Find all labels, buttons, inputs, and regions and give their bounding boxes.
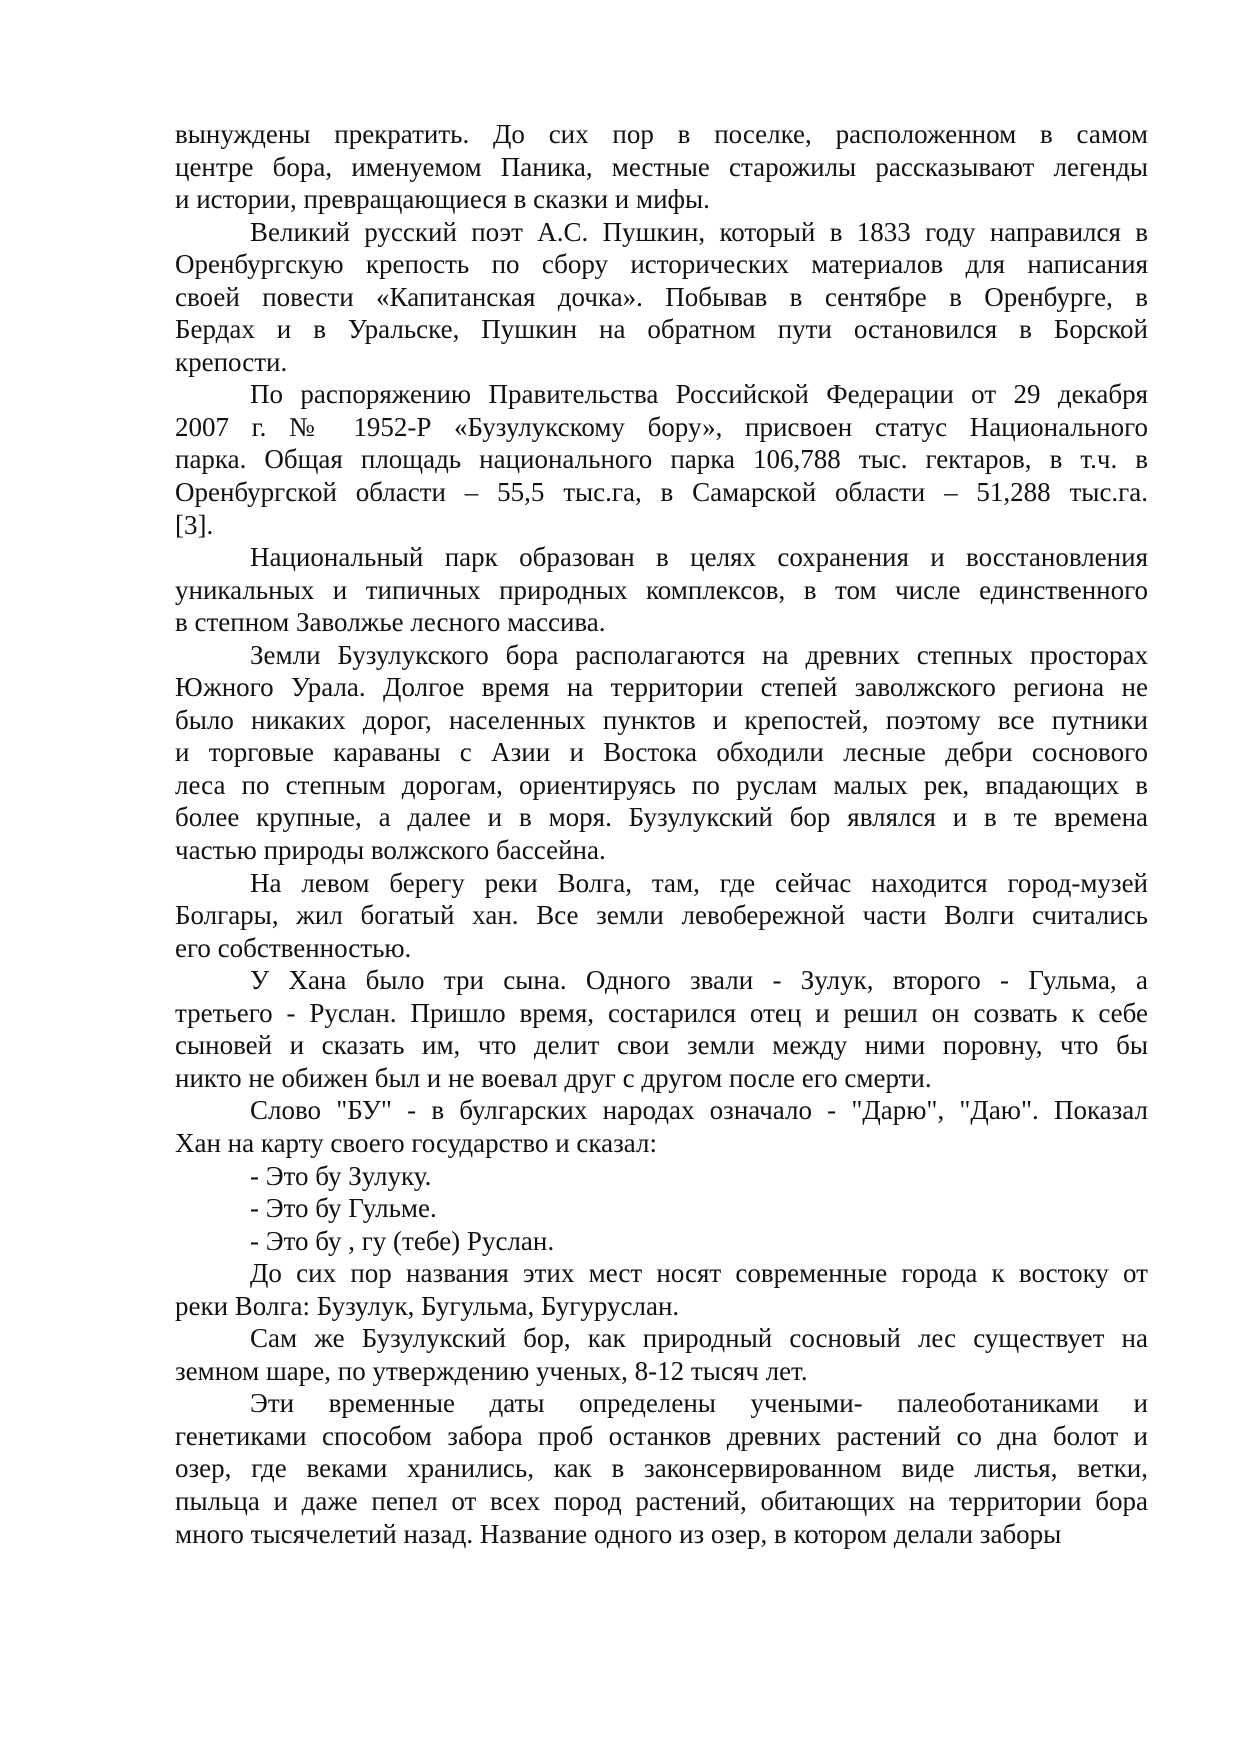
paragraph: [175, 118, 1148, 216]
text-line: озер, где веками хранились, как в законсервированном виде листья, ветки,: [175, 1453, 1148, 1484]
paragraph: [175, 1160, 1148, 1193]
paragraph: [175, 867, 1148, 965]
text-line: вынуждены прекратить. До сих пор в поселке, расположенном в самом: [175, 119, 1148, 149]
paragraph: [175, 964, 1148, 1094]
text-line: никто не обижен был и не воевал друг с другом после его смерти.: [175, 1062, 932, 1093]
text-line: пыльца и даже пепел от всех пород растений, обитающих на территории бора: [175, 1485, 1148, 1516]
text-line: По распоряжению Правительства Российской Федерации от 29 декабря: [250, 379, 1148, 410]
text-line: третьего - Руслан. Пришло время, состарился отец и решил он созвать к себе: [175, 997, 1148, 1028]
paragraph: [175, 1322, 1148, 1387]
text-line: У Хана было три сына. Одного звали - Зулук, второго - Гульма, а: [250, 965, 1148, 996]
paragraph: [175, 1192, 1148, 1225]
text-line: частью природы волжского бассейна.: [175, 835, 606, 866]
paragraph: [175, 378, 1148, 541]
text-line: [3].: [175, 509, 214, 540]
text-line: сыновей и сказать им, что делит свои земли между ними поровну, что бы: [175, 1030, 1148, 1061]
text-line: парка. Общая площадь национального парка 106,788 тыс. гектаров, в т.ч. в: [175, 444, 1148, 475]
text-line: в степном Заволжье лесного массива.: [175, 607, 606, 638]
text-line: много тысячелетий назад. Название одного из озер, в котором делали заборы: [175, 1518, 1062, 1549]
text-line: крепости.: [175, 346, 288, 377]
text-line: центре бора, именуемом Паника, местные старожилы рассказывают легенды: [175, 151, 1148, 182]
text-line: земном шаре, по утверждению ученых, 8-12 тысяч лет.: [175, 1355, 808, 1386]
paragraph: [175, 1225, 1148, 1258]
text-line: генетиками способом забора проб останков древних растений со дна болот и: [175, 1420, 1148, 1451]
text-line: Болгары, жил богатый хан. Все земли левобережной части Волги считались: [175, 900, 1148, 931]
text-line: Земли Бузулукского бора располагаются на древних степных просторах: [250, 639, 1148, 670]
text-line: На левом берегу реки Волга, там, где сейчас находится город-музей: [250, 867, 1148, 898]
paragraph: [175, 216, 1148, 379]
text-line: было никаких дорог, населенных пунктов и крепостей, поэтому все путники: [175, 704, 1148, 735]
text-line: уникальных и типичных природных комплексов, в том числе единственного: [175, 574, 1148, 605]
text-line: Оренбургскую крепость по сбору исторических материалов для написания: [175, 249, 1148, 280]
document-text: [175, 118, 1148, 1550]
text-line: Южного Урала. Долгое время на территории степей заволжского региона не: [175, 672, 1148, 703]
paragraph: [175, 639, 1148, 867]
paragraph: [175, 1387, 1148, 1550]
text-line: реки Волга: Бузулук, Бугульма, Бугуруслан.: [175, 1290, 680, 1321]
text-line: Хан на карту своего государство и сказал:: [175, 1127, 657, 1158]
text-line: его собственностью.: [175, 932, 412, 963]
text-line: и истории, превращающиеся в сказки и мифы.: [175, 184, 710, 215]
text-line: Сам же Бузулукский бор, как природный сосновый лес существует на: [250, 1323, 1148, 1354]
paragraph: [175, 1257, 1148, 1322]
text-line: своей повести «Капитанская дочка». Побывав в сентябре в Оренбурге, в: [175, 281, 1148, 312]
text-line: более крупные, а далее и в моря. Бузулукский бор являлся и в те времена: [175, 802, 1148, 833]
text-line: - Это бу Гульме.: [250, 1193, 437, 1224]
text-line: Бердах и в Уральске, Пушкин на обратном пути остановился в Борской: [175, 314, 1148, 345]
text-line: До сих пор названия этих мест носят современные города к востоку от: [250, 1258, 1148, 1289]
text-line: Эти временные даты определены учеными- палеоботаниками и: [250, 1388, 1148, 1419]
text-line: Слово "БУ" - в булгарских народах означало - "Дарю", "Даю". Показал: [250, 1095, 1148, 1126]
text-line: Национальный парк образован в целях сохранения и восстановления: [250, 542, 1148, 573]
text-line: 2007 г. № 1952-Р «Бузулукскому бору», присвоен статус Национального: [175, 411, 1148, 442]
text-line: Великий русский поэт А.С. Пушкин, который в 1833 году направился в: [250, 216, 1148, 247]
paragraph: [175, 541, 1148, 639]
text-line: - Это бу , гу (тебе) Руслан.: [250, 1225, 555, 1256]
paragraph: [175, 1094, 1148, 1159]
text-line: Оренбургской области – 55,5 тыс.га, в Самарской области – 51,288 тыс.га.: [175, 477, 1148, 508]
text-line: - Это бу Зулуку.: [250, 1160, 432, 1191]
text-line: леса по степным дорогам, ориентируясь по руслам малых рек, впадающих в: [175, 769, 1148, 800]
text-line: и торговые караваны с Азии и Востока обходили лесные дебри соснового: [175, 737, 1148, 768]
